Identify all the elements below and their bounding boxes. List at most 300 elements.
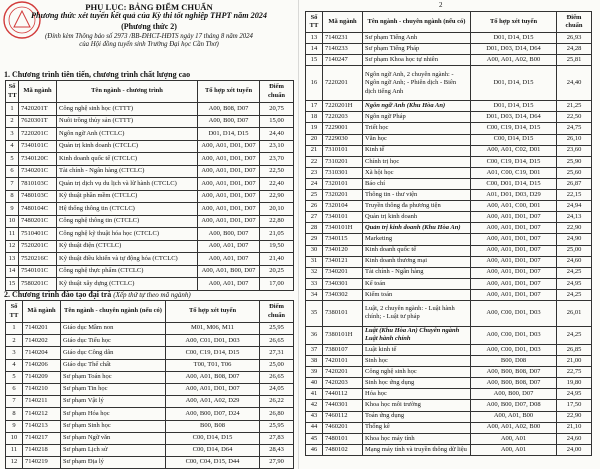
subject-combination: A00, A01, D01, D07 [471, 212, 557, 223]
major-code: 7140206 [23, 359, 61, 371]
subject-combination: A00, A01, D01, D07 [198, 178, 260, 191]
subject-combination: A00, B00, D07 [198, 228, 260, 241]
major-name: Luật (Khu Hòa An) Chuyên ngành Luật hành chính [363, 326, 471, 344]
major-code: 7480101 [323, 433, 363, 444]
row-number: 41 [306, 389, 323, 400]
major-name: Ngôn ngữ Anh, 2 chuyên ngành: - Ngôn ngữ Anh; - Phiên dịch - Biên dịch tiếng Anh [363, 66, 471, 101]
cutoff-score: 21,25 [557, 101, 592, 112]
table-row [6, 432, 294, 444]
row-number: 18 [306, 112, 323, 123]
row-number: 5 [6, 371, 23, 383]
table-row [6, 228, 294, 241]
subject-combination: A00, B00, D07, D24 [166, 408, 260, 420]
major-code: 7140212 [23, 408, 61, 420]
cutoff-score: 24,60 [557, 256, 592, 267]
major-code: 7220203 [323, 112, 363, 123]
col-header: Mã ngành [323, 12, 363, 33]
major-name: Sư phạm Toán học [61, 371, 166, 383]
major-code: 7440301 [323, 400, 363, 411]
subject-combination: D01, D14, D15 [471, 33, 557, 44]
major-name: Sư phạm Vật lý [61, 396, 166, 408]
subject-combination: A00, A01, D01, D07 [471, 223, 557, 234]
cutoff-score: 25,81 [557, 55, 592, 66]
col-header: Số TT [6, 81, 19, 103]
major-code: 7310301 [323, 167, 363, 178]
major-name: Giáo dục Công dân [61, 347, 166, 359]
major-name: Quản trị kinh doanh (CTCLC) [57, 140, 198, 153]
table-row [306, 178, 592, 189]
subject-combination: M01, M06, M11 [166, 323, 260, 335]
subject-combination: A00, A01, D07 [198, 278, 260, 291]
cutoff-score: 19,80 [557, 378, 592, 389]
table-row [6, 408, 294, 420]
subject-combination: A00, A01, D07 [198, 240, 260, 253]
major-name: Công nghệ sinh học [363, 367, 471, 378]
major-code: 7520201C [19, 240, 57, 253]
major-code: 7420101 [323, 356, 363, 367]
major-name: Kỹ thuật điện (CTCLC) [57, 240, 198, 253]
subject-combination: A00, A01 [471, 444, 557, 455]
cutoff-score: 24,25 [557, 267, 592, 278]
cutoff-score: 24,13 [557, 212, 592, 223]
subject-combination: A00, B00, D07 [471, 389, 557, 400]
major-name: Sư phạm Ngữ văn [61, 432, 166, 444]
table-row [306, 411, 592, 422]
cutoff-score: 23,70 [260, 153, 294, 166]
subject-combination: A01, C00, C19, D01 [471, 167, 557, 178]
row-number: 14 [306, 44, 323, 55]
subject-combination: A00, A01 [471, 433, 557, 444]
row-number: 11 [6, 228, 19, 241]
row-number: 25 [306, 190, 323, 201]
subject-combination: C00, C19, D14, D15 [471, 156, 557, 167]
major-name: Sinh học [363, 356, 471, 367]
major-code: 7580201C [19, 278, 57, 291]
major-name: Chính trị học [363, 156, 471, 167]
major-code: 7140219 [23, 457, 61, 469]
col-header: Mã ngành [19, 81, 57, 103]
table-row [306, 356, 592, 367]
major-code: 7320101 [323, 178, 363, 189]
row-number: 9 [6, 420, 23, 432]
table-row [306, 344, 592, 355]
major-name: Mạng máy tính và truyền thông dữ liệu [363, 444, 471, 455]
table-mass-programs-right [305, 11, 592, 456]
subject-combination: D01, D14, D15 [471, 101, 557, 112]
row-number: 23 [306, 167, 323, 178]
cutoff-score: 20,75 [260, 103, 294, 116]
table-row [6, 128, 294, 141]
subject-combination: A00, A01, D01, D07 [471, 267, 557, 278]
major-name: Sư phạm Địa lý [61, 457, 166, 469]
major-code: 7140209 [23, 371, 61, 383]
cutoff-score: 25,90 [557, 156, 592, 167]
subject-combination: C00, D14, D64 [166, 444, 260, 456]
cutoff-score: 24,94 [557, 201, 592, 212]
table-row [306, 167, 592, 178]
major-code: 7340101C [19, 140, 57, 153]
table-row [6, 165, 294, 178]
cutoff-score: 23,10 [260, 140, 294, 153]
row-number: 31 [306, 256, 323, 267]
major-name: Marketing [363, 234, 471, 245]
right-page [299, 0, 600, 469]
subject-combination: A00, C00, D01, D03 [471, 326, 557, 344]
major-name: Luật, 2 chuyên ngành: - Luật hành chính; - Luật tư pháp [363, 300, 471, 326]
row-number: 36 [306, 326, 323, 344]
row-number: 30 [306, 245, 323, 256]
table-row [306, 422, 592, 433]
cutoff-score: 22,40 [260, 178, 294, 191]
cutoff-score: 15,00 [260, 115, 294, 128]
cutoff-score: 27,83 [260, 432, 294, 444]
table-mass-programs-left [5, 300, 294, 469]
subject-combination: A00, C00, D01, D03 [471, 300, 557, 326]
cutoff-score: 27,31 [260, 347, 294, 359]
major-code: 7480102 [323, 444, 363, 455]
row-number: 3 [6, 347, 23, 359]
table-row [306, 112, 592, 123]
major-code: 7340120 [323, 245, 363, 256]
cutoff-score: 20,25 [260, 265, 294, 278]
table-row [306, 44, 592, 55]
table-row [306, 367, 592, 378]
row-number: 39 [306, 367, 323, 378]
major-name: Tài chính - Ngân hàng [363, 267, 471, 278]
major-name: Quản trị kinh doanh [363, 212, 471, 223]
col-header: Số TT [6, 301, 23, 323]
major-code: 7460112 [323, 411, 363, 422]
row-number: 9 [6, 203, 19, 216]
subject-combination: A00, A01, D01, D07 [198, 140, 260, 153]
table-row [306, 300, 592, 326]
table-row [6, 190, 294, 203]
row-number: 19 [306, 123, 323, 134]
table-row [306, 444, 592, 455]
left-page [0, 0, 298, 469]
subject-combination: A00, A01, B00, D07 [198, 265, 260, 278]
table-row [306, 234, 592, 245]
subject-combination: A00, B00, D07, D08 [471, 400, 557, 411]
major-name: Thống kê [363, 422, 471, 433]
major-code: 7340101 [323, 212, 363, 223]
table-row [6, 178, 294, 191]
table-row [306, 212, 592, 223]
cutoff-score: 17,50 [557, 400, 592, 411]
row-number: 37 [306, 344, 323, 355]
row-number: 5 [6, 153, 19, 166]
row-number: 16 [306, 66, 323, 101]
row-number: 24 [306, 178, 323, 189]
subject-combination: A00, B00, B08, D07 [471, 367, 557, 378]
table-row [306, 145, 592, 156]
cutoff-score: 26,85 [557, 344, 592, 355]
cutoff-score: 26,93 [557, 33, 592, 44]
subject-combination: A00, A01, D01, D07 [198, 153, 260, 166]
col-header: Tên ngành - chương trình [57, 81, 198, 103]
subject-combination: A00, A01, A02, D29 [166, 396, 260, 408]
row-number: 4 [6, 140, 19, 153]
row-number: 44 [306, 422, 323, 433]
major-code: 7140202 [23, 335, 61, 347]
major-name: Kiểm toán [363, 289, 471, 300]
subject-combination: A00, A01, D07 [198, 253, 260, 266]
major-code: 7140201 [23, 323, 61, 335]
subject-combination: A00, A01, D01, D07 [471, 245, 557, 256]
row-number: 2 [6, 115, 19, 128]
row-number: 21 [306, 145, 323, 156]
row-number: 7 [6, 178, 19, 191]
major-code: 7540101C [19, 265, 57, 278]
cutoff-score: 26,65 [260, 371, 294, 383]
major-name: Văn học [363, 134, 471, 145]
major-name: Nuôi trồng thủy sản (CTTT) [57, 115, 198, 128]
subject-combination: A00, A01, A02, B00 [471, 55, 557, 66]
row-number: 22 [306, 156, 323, 167]
major-name: Hóa học [363, 389, 471, 400]
row-number: 35 [306, 300, 323, 326]
table-row [306, 245, 592, 256]
major-code: 7320104 [323, 201, 363, 212]
cutoff-score: 27,90 [260, 457, 294, 469]
major-code: 7140233 [323, 44, 363, 55]
table-row [306, 433, 592, 444]
major-name: Quản trị kinh doanh (Khu Hòa An) [363, 223, 471, 234]
cutoff-score: 20,10 [260, 203, 294, 216]
major-code: 7440112 [323, 389, 363, 400]
table-row [6, 203, 294, 216]
table-row [306, 289, 592, 300]
table-row [306, 267, 592, 278]
cutoff-score: 25,95 [260, 420, 294, 432]
major-code: 7140204 [23, 347, 61, 359]
major-code: 7380107 [323, 344, 363, 355]
cutoff-score: 25,00 [260, 359, 294, 371]
table-row [306, 400, 592, 411]
section-2-title: 2. Chương trình đào tạo đại trà [4, 290, 112, 299]
major-code: 7140218 [23, 444, 61, 456]
major-name: Giáo dục Mầm non [61, 323, 166, 335]
major-name: Công nghệ thông tin (CTCLC) [57, 215, 198, 228]
col-header: Mã ngành [23, 301, 61, 323]
major-code: 7480103C [19, 190, 57, 203]
row-number: 6 [6, 165, 19, 178]
major-name: Kỹ thuật điều khiển và tự động hóa (CTCLC) [57, 253, 198, 266]
cutoff-score: 22,15 [557, 190, 592, 201]
table-row [6, 103, 294, 116]
row-number: 13 [6, 253, 19, 266]
cutoff-score: 26,01 [557, 300, 592, 326]
cutoff-score: 24,95 [557, 278, 592, 289]
table-row [306, 190, 592, 201]
cutoff-score: 24,40 [557, 66, 592, 101]
major-name: Sư phạm Tiếng Pháp [363, 44, 471, 55]
table-row [6, 359, 294, 371]
table-row [306, 123, 592, 134]
subject-combination: C00, C19, D14, D15 [471, 123, 557, 134]
row-number: 11 [6, 444, 23, 456]
subject-combination: A00, A01, C02, D01 [471, 145, 557, 156]
table-row [6, 347, 294, 359]
major-name: Quản trị dịch vụ du lịch và lữ hành (CTCLC) [57, 178, 198, 191]
row-number: 4 [6, 359, 23, 371]
row-number: 38 [306, 356, 323, 367]
table-row [6, 420, 294, 432]
cutoff-score: 24,90 [557, 234, 592, 245]
section-2-heading [4, 290, 191, 299]
subject-combination: A00, A01, D01, D07 [471, 256, 557, 267]
cutoff-score: 24,60 [557, 433, 592, 444]
row-number: 32 [306, 267, 323, 278]
subject-combination: A00, A01, D01, D07 [166, 383, 260, 395]
cutoff-score: 21,05 [260, 228, 294, 241]
subject-combination: D01, D14, D15 [198, 128, 260, 141]
row-number: 27 [306, 212, 323, 223]
subject-combination: D01, D03, D14, D64 [471, 112, 557, 123]
table-row [6, 253, 294, 266]
section-1-title: 1. Chương trình tiên tiến, chương trình chất lượng cao [4, 70, 191, 79]
major-name: Sư phạm Tiếng Anh [363, 33, 471, 44]
table-row [6, 278, 294, 291]
major-code: 7340115 [323, 234, 363, 245]
cutoff-score: 21,00 [557, 356, 592, 367]
cutoff-score: 24,75 [557, 123, 592, 134]
table-row [306, 223, 592, 234]
subject-combination: B00, D08 [471, 356, 557, 367]
row-number: 40 [306, 378, 323, 389]
cutoff-score: 22,50 [557, 112, 592, 123]
subject-combination: C00, D01, D14, D15 [471, 178, 557, 189]
subject-combination: A00, B00, B08, D07 [471, 378, 557, 389]
row-number: 10 [6, 215, 19, 228]
major-name: Ngôn ngữ Anh (CTCLC) [57, 128, 198, 141]
cutoff-score: 26,80 [260, 408, 294, 420]
major-name: Kế toán [363, 278, 471, 289]
major-code: 7340120C [19, 153, 57, 166]
major-name: Ngôn ngữ Pháp [363, 112, 471, 123]
table-row [6, 153, 294, 166]
cutoff-score: 28,43 [260, 444, 294, 456]
major-name: Thông tin - thư viện [363, 190, 471, 201]
major-name: Khoa học môi trường [363, 400, 471, 411]
major-code: 7380101 [323, 300, 363, 326]
subject-combination: A00, A01, D01, D07 [471, 234, 557, 245]
cutoff-score: 24,40 [260, 128, 294, 141]
row-number: 7 [6, 396, 23, 408]
table-row [306, 278, 592, 289]
major-name: Báo chí [363, 178, 471, 189]
cutoff-score: 25,60 [557, 167, 592, 178]
major-code: 7310201 [323, 156, 363, 167]
subject-combination: A01, D01, D03, D29 [471, 190, 557, 201]
cutoff-score: 21,40 [260, 253, 294, 266]
major-name: Sư phạm Sinh học [61, 420, 166, 432]
cutoff-score: 22,50 [260, 165, 294, 178]
row-number: 33 [306, 278, 323, 289]
row-number: 10 [6, 432, 23, 444]
subject-combination: A00, A01, A02, B00 [471, 422, 557, 433]
major-name: Sư phạm Tin học [61, 383, 166, 395]
cutoff-score: 22,90 [557, 411, 592, 422]
table-row [306, 55, 592, 66]
major-code: 7220201H [323, 101, 363, 112]
subject-combination: A00, A01, D01, D07 [471, 278, 557, 289]
cutoff-score: 26,22 [260, 396, 294, 408]
cutoff-score: 22,90 [260, 190, 294, 203]
major-name: Kỹ thuật xây dựng (CTCLC) [57, 278, 198, 291]
subject-combination: B00, B08 [166, 420, 260, 432]
major-code: 7229030 [323, 134, 363, 145]
row-number: 6 [6, 383, 23, 395]
col-header: Tổ hợp xét tuyển [471, 12, 557, 33]
row-number: 34 [306, 289, 323, 300]
subject-combination: D01, D14, D15 [471, 66, 557, 101]
cutoff-score: 26,10 [557, 134, 592, 145]
major-code: 7480201C [19, 215, 57, 228]
major-name: Công nghệ thực phẩm (CTCLC) [57, 265, 198, 278]
row-number: 12 [6, 240, 19, 253]
major-code: 7510401C [19, 228, 57, 241]
major-name: Công nghệ sinh học (CTTT) [57, 103, 198, 116]
row-number: 8 [6, 190, 19, 203]
cutoff-score: 24,25 [557, 289, 592, 300]
major-code: 7310101 [323, 145, 363, 156]
major-code: 7140210 [23, 383, 61, 395]
subject-combination: A00, A01, D01, D07 [198, 165, 260, 178]
table-row [6, 371, 294, 383]
table-row [6, 457, 294, 469]
table-row [306, 256, 592, 267]
table-row [306, 101, 592, 112]
row-number: 45 [306, 433, 323, 444]
col-header: Tổ hợp xét tuyển [166, 301, 260, 323]
major-code: 7140217 [23, 432, 61, 444]
major-code: 7140211 [23, 396, 61, 408]
major-code: 7229001 [323, 123, 363, 134]
subject-combination: C00, D14, D15 [166, 432, 260, 444]
subject-combination: A00, A01, D01, D07 [198, 190, 260, 203]
table-row [6, 265, 294, 278]
table-row [306, 389, 592, 400]
table-row [306, 66, 592, 101]
row-number: 3 [6, 128, 19, 141]
cutoff-score: 19,50 [260, 240, 294, 253]
table-advanced-programs [5, 80, 294, 291]
col-header: Số TT [306, 12, 323, 33]
cutoff-score: 22,75 [557, 367, 592, 378]
notice-line-2: của Hội đồng tuyển sinh Trường Đại học Cần Thơ) [79, 41, 219, 48]
major-name: Ngôn ngữ Anh (Khu Hòa An) [363, 101, 471, 112]
row-number: 12 [6, 457, 23, 469]
subject-combination: A00, A01, B08, D07 [166, 371, 260, 383]
table-row [6, 444, 294, 456]
subject-combination: A00, C00, D01, D03 [471, 344, 557, 355]
row-number: 29 [306, 234, 323, 245]
subject-combination: A00, B08, D07 [198, 103, 260, 116]
table-row [6, 323, 294, 335]
major-name: Công nghệ kỹ thuật hóa học (CTCLC) [57, 228, 198, 241]
col-header: Tổ hợp xét tuyển [198, 81, 260, 103]
row-number: 28 [306, 223, 323, 234]
col-header: Tên ngành - chuyên ngành (nếu có) [363, 12, 471, 33]
col-header: Tên ngành - chuyên ngành (nếu có) [61, 301, 166, 323]
major-code: 7220201C [19, 128, 57, 141]
major-code: 7620301T [19, 115, 57, 128]
table-row [306, 378, 592, 389]
major-name: Kinh doanh quốc tế (CTCLC) [57, 153, 198, 166]
major-code: 7220201 [323, 66, 363, 101]
subject-combination: T00, T01, T06 [166, 359, 260, 371]
